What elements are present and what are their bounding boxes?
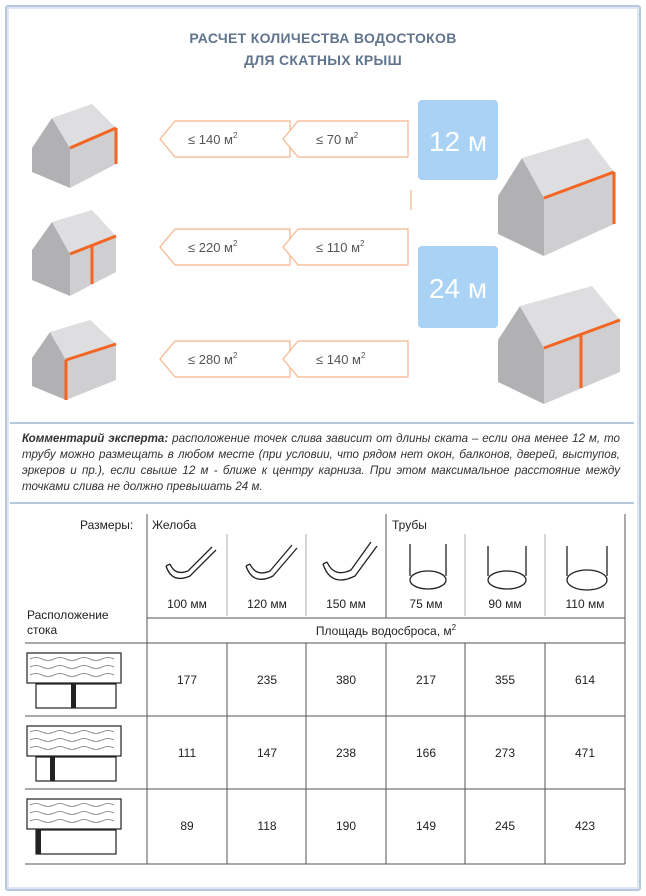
gutters-label: Желоба: [152, 518, 197, 532]
large-house-12m-icon: [498, 138, 614, 256]
row1-right-label: ≤ 70 $м^2$: [316, 131, 359, 147]
row3-left-label: ≤ 280 $м^2$: [188, 351, 238, 367]
house-1-icon: [32, 104, 116, 188]
pipes-label: Трубы: [392, 518, 427, 532]
title-line-1: РАСЧЕТ КОЛИЧЕСТВА ВОДОСТОКОВ: [189, 30, 457, 46]
table-cell: 471: [574, 746, 596, 760]
sizing-table: [0, 506, 646, 886]
gutter-100-icon: [166, 547, 216, 578]
sizes-label: Размеры:: [80, 518, 134, 532]
table-cell: 245: [494, 819, 516, 833]
expert-comment: [22, 431, 620, 495]
table-cell: 89: [180, 819, 194, 833]
col-label-5: 90 мм: [488, 597, 522, 611]
gutter-120-icon: [246, 545, 297, 579]
table-cell: 380: [335, 673, 357, 687]
comment-text: расположение точек слива зависит от длины ската – если она менее 12 м, то трубу можно размещать в любом месте (при условии, что рядом нет окон, балконов, дверей, выступов, эркеров и пр.), если свыше 12 м - ближе к центру карниза. При этом максимальное расстояние между точками слива не должно превышать 24 м.: [22, 432, 620, 493]
table-cell: 355: [494, 673, 516, 687]
roof-diagram: [0, 0, 646, 420]
table-cell: 235: [256, 673, 278, 687]
col-label-3: 150 мм: [326, 597, 366, 611]
table-cell: 149: [415, 819, 437, 833]
row-2-scheme-icon: [27, 726, 121, 781]
col-label-1: 100 мм: [167, 597, 207, 611]
title-line-2: ДЛЯ СКАТНЫХ КРЫШ: [244, 52, 402, 68]
row-1-scheme-icon: [27, 653, 121, 708]
gutter-150-icon: [323, 542, 377, 580]
table-cell: 118: [257, 819, 277, 833]
badge-12m-text: 12 м: [428, 126, 488, 157]
badge-24m-text: 24 м: [428, 273, 488, 304]
area-label: Площадь водосброса, $м^2$: [315, 623, 457, 638]
table-cell: 273: [494, 746, 516, 760]
table-cell: 217: [415, 673, 437, 687]
pipe-110-icon: [567, 546, 607, 590]
location-label-2: стока: [27, 623, 58, 637]
large-house-24m-icon: [498, 286, 620, 404]
col-label-4: 75 мм: [409, 597, 443, 611]
pipe-75-icon: [410, 544, 446, 589]
table-cell: 177: [176, 673, 198, 687]
table-cell: 147: [256, 746, 278, 760]
table-cell: 423: [574, 819, 596, 833]
row2-left-label: ≤ 220 $м^2$: [188, 239, 238, 255]
table-cell: 111: [177, 746, 197, 760]
pipe-90-icon: [488, 546, 526, 589]
row2-right-label: ≤ 110 $м^2$: [316, 239, 365, 255]
location-label-1: Расположение: [27, 608, 109, 622]
comment-label: Комментарий эксперта:: [22, 432, 169, 445]
table-cell: 190: [335, 819, 357, 833]
col-label-2: 120 мм: [247, 597, 287, 611]
table-cell: 166: [415, 746, 437, 760]
divider-top: [10, 422, 634, 424]
house-2-icon: [32, 210, 116, 296]
row3-right-label: ≤ 140 $м^2$: [316, 351, 366, 367]
row1-left-label: ≤ 140 $м^2$: [188, 131, 238, 147]
house-3-icon: [32, 320, 116, 400]
divider-middle: [10, 502, 634, 504]
table-cell: 238: [335, 746, 357, 760]
col-label-6: 110 мм: [565, 597, 605, 611]
row-3-scheme-icon: [27, 799, 121, 854]
table-cell: 614: [574, 673, 596, 687]
